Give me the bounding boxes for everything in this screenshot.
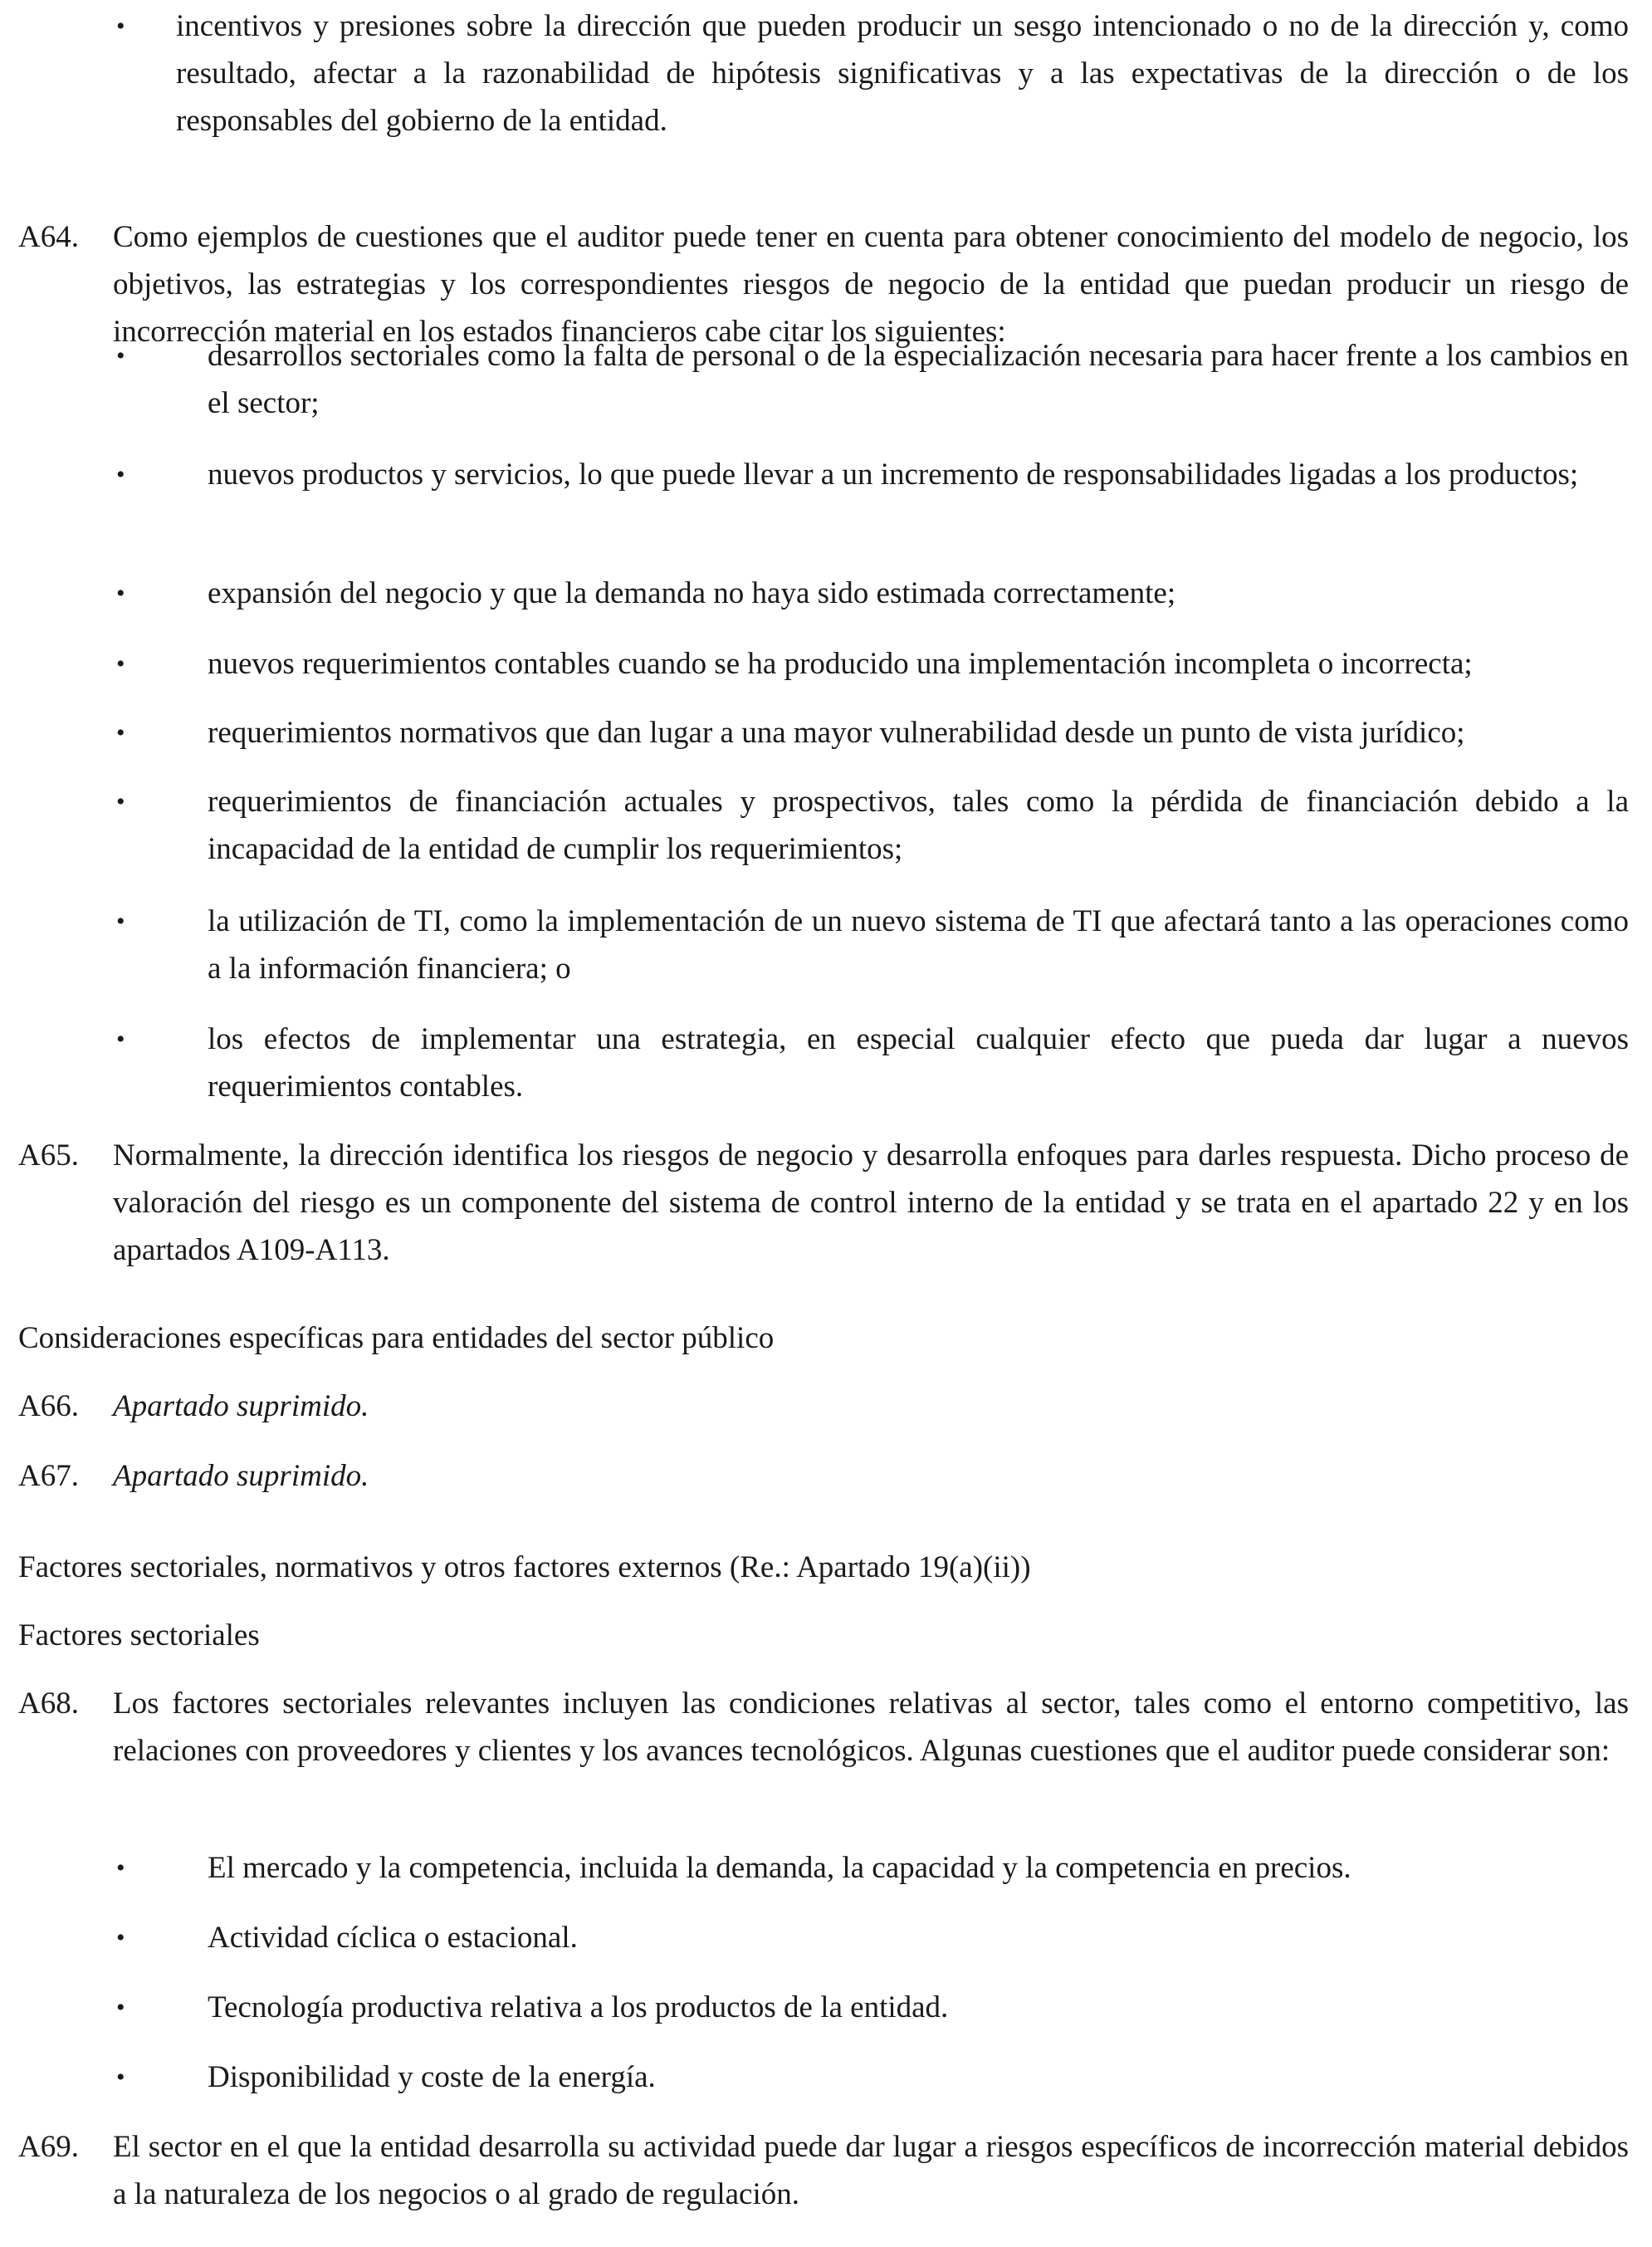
list-item — [116, 1914, 1629, 1961]
list-item — [116, 2054, 1629, 2101]
paragraph-number: A64. — [18, 220, 79, 254]
bullet-icon: • — [116, 1994, 125, 2021]
subsection-heading: Factores sectoriales — [18, 1618, 260, 1652]
list-item-text: los efectos de implementar una estrategia, en especial cualquier efecto que pueda dar lugar a nuevos requerimientos contables. — [208, 1022, 1629, 1104]
paragraph-text: Apartado suprimido. — [113, 1389, 369, 1423]
paragraph-text: Los factores sectoriales relevantes incluyen las condiciones relativas al sector, tales como el entorno competitivo, las relaciones con proveedores y clientes y los avances tecnológicos. Algunas cuestiones que el auditor puede considerar son: — [113, 1686, 1629, 1768]
list-item — [116, 640, 1629, 688]
bullet-icon: • — [116, 342, 125, 370]
list-item-text: Disponibilidad y coste de la energía. — [208, 2060, 656, 2094]
paragraph-a67 — [18, 1452, 1629, 1500]
list-item — [116, 1016, 1629, 1110]
list-item-text: expansión del negocio y que la demanda no haya sido estimada correctamente; — [208, 576, 1176, 610]
bullet-icon: • — [116, 908, 125, 935]
paragraph-text: Como ejemplos de cuestiones que el auditor puede tener en cuenta para obtener conocimiento del modelo de negocio, los objetivos, las estrategias y los correspondientes riesgos de negocio de la entidad que puedan producir un riesgo de incorrección material en los estados financieros cabe citar los siguientes: — [113, 220, 1629, 349]
paragraph-a65 — [18, 1132, 1629, 1274]
paragraph-number: A66. — [18, 1389, 79, 1423]
list-item-text: la utilización de TI, como la implementación de un nuevo sistema de TI que afectará tanto a las operaciones como a la información financiera; o — [208, 904, 1629, 986]
list-item-text: nuevos productos y servicios, lo que puede llevar a un incremento de responsabilidades ligadas a los productos; — [208, 458, 1579, 492]
paragraph-number: A65. — [18, 1138, 79, 1172]
list-item — [116, 570, 1629, 617]
list-item — [116, 1844, 1629, 1892]
bullet-icon: • — [116, 2063, 125, 2091]
list-item-text: desarrollos sectoriales como la falta de personal o de la especialización necesaria para hacer frente a los cambios en el sector; — [208, 339, 1629, 420]
list-item-text: El mercado y la competencia, incluida la demanda, la capacidad y la competencia en precios. — [208, 1851, 1351, 1885]
bullet-icon: • — [116, 580, 125, 607]
intro-bullet — [116, 2, 1629, 144]
paragraph-number: A68. — [18, 1686, 79, 1721]
list-item — [116, 778, 1629, 873]
list-item-text: Actividad cíclica o estacional. — [208, 1921, 578, 1955]
list-item — [116, 1984, 1629, 2031]
bullet-icon: • — [116, 1854, 125, 1882]
paragraph-a69 — [18, 2123, 1629, 2218]
paragraph-a66 — [18, 1383, 1629, 1430]
list-item — [116, 898, 1629, 992]
list-item — [116, 332, 1629, 427]
paragraph-number: A67. — [18, 1459, 79, 1493]
list-item-text: nuevos requerimientos contables cuando se ha producido una implementación incompleta o incorrecta; — [208, 647, 1473, 681]
paragraph-a68 — [18, 1680, 1629, 1775]
bullet-icon: • — [116, 1026, 125, 1053]
bullet-icon: • — [116, 788, 125, 815]
list-item-text: Tecnología productiva relativa a los productos de la entidad. — [208, 1990, 949, 2024]
list-item-text: requerimientos normativos que dan lugar a una mayor vulnerabilidad desde un punto de vista jurídico; — [208, 716, 1465, 750]
list-item — [116, 709, 1629, 756]
paragraph-text: El sector en el que la entidad desarrolla su actividad puede dar lugar a riesgos específicos de incorrección material debidos a la naturaleza de los negocios o al grado de regulación. — [113, 2130, 1629, 2211]
list-item-text: requerimientos de financiación actuales y prospectivos, tales como la pérdida de financiación debido a la incapacidad de la entidad de cumplir los requerimientos; — [208, 785, 1629, 866]
bullet-icon: • — [116, 650, 125, 678]
section-heading: Consideraciones específicas para entidades del sector público — [18, 1321, 775, 1355]
paragraph-text: Normalmente, la dirección identifica los riesgos de negocio y desarrolla enfoques para darles respuesta. Dicho proceso de valoración del riesgo es un componente del sistema de control interno de la entidad y se trata en el apartado 22 y en los apartados A109-A113. — [113, 1138, 1629, 1267]
intro-bullet-text: incentivos y presiones sobre la dirección que pueden producir un sesgo intencionado o no de la dirección y, como resultado, afectar a la razonabilidad de hipótesis significativas y a las expectativas de la dirección o de los responsables del gobierno de la entidad. — [176, 9, 1629, 138]
section-heading: Factores sectoriales, normativos y otros factores externos (Re.: Apartado 19(a)(ii)) — [18, 1550, 1031, 1584]
bullet-icon: • — [116, 719, 125, 747]
paragraph-number: A69. — [18, 2130, 79, 2164]
bullet-icon: • — [116, 1924, 125, 1951]
paragraph-text: Apartado suprimido. — [113, 1459, 369, 1493]
bullet-icon: • — [116, 461, 125, 488]
list-item — [116, 451, 1629, 498]
bullet-icon: • — [116, 12, 125, 40]
